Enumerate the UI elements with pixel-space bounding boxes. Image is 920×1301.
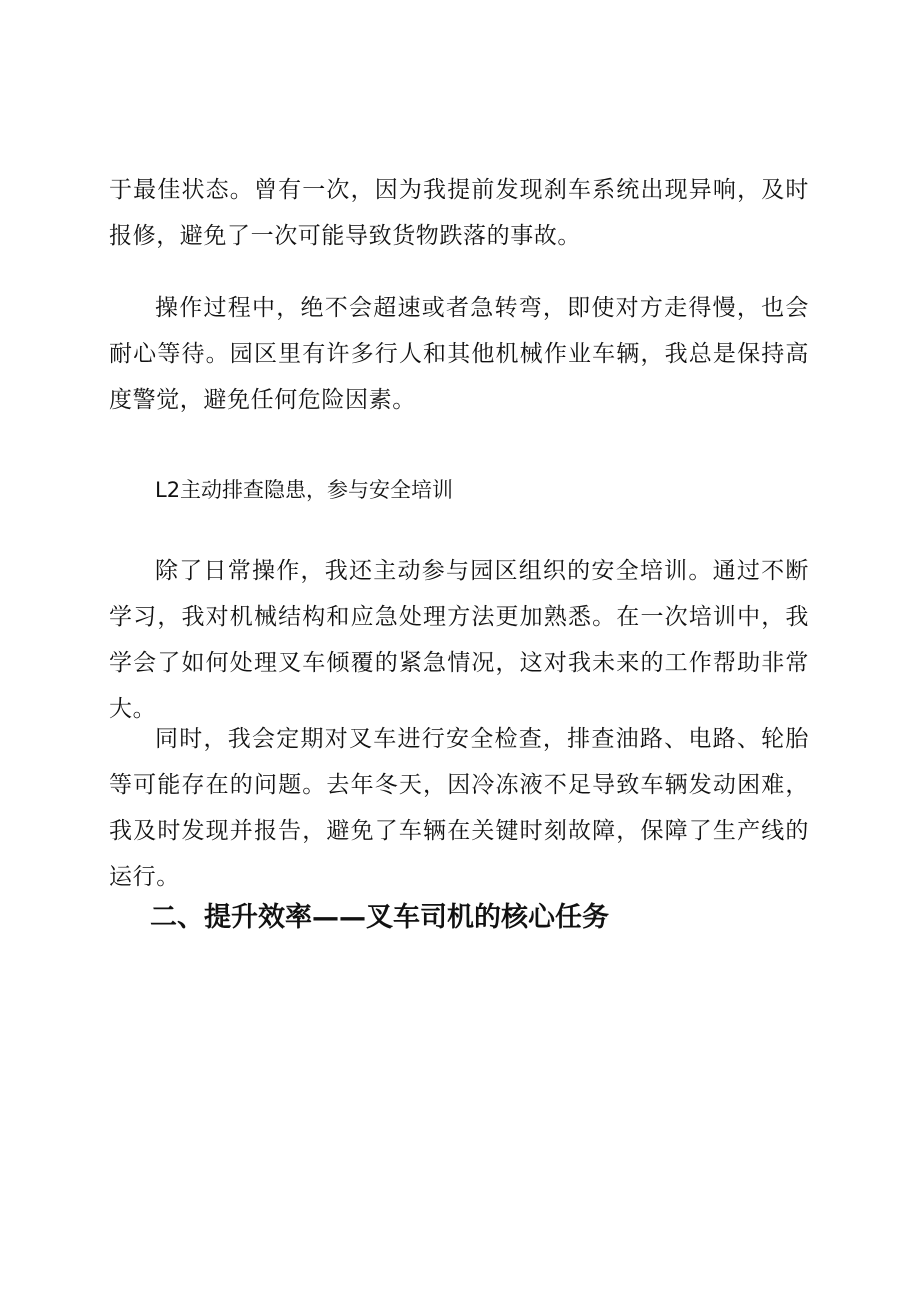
paragraph-brake-incident: 于最佳状态。曾有一次，因为我提前发现刹车系统出现异响，及时报修，避免了一次可能导致货物跌落的事故。 [109, 177, 809, 249]
section-heading-efficiency: 二、提升效率——叉车司机的核心任务 [150, 902, 609, 933]
paragraph-safety-inspection: 同时，我会定期对叉车进行安全检查，排查油路、电路、轮胎等可能存在的问题。去年冬天，因冷冻液不足导致车辆发动困难，我及时发现并报告，避免了车辆在关键时刻故障，保障了生产线的运行。 [109, 726, 809, 890]
subheading-hazard-training: L2主动排查隐患，参与安全培训 [155, 478, 454, 502]
paragraph-careful-operation: 操作过程中，绝不会超速或者急转弯，即使对方走得慢，也会耐心等待。园区里有许多行人和其他机械作业车辆，我总是保持高度警觉，避免任何危险因素。 [109, 295, 809, 413]
paragraph-safety-training: 除了日常操作，我还主动参与园区组织的安全培训。通过不断学习，我对机械结构和应急处理方法更加熟悉。在一次培训中，我学会了如何处理叉车倾覆的紧急情况，这对我未来的工作帮助非常大。 [109, 558, 809, 722]
